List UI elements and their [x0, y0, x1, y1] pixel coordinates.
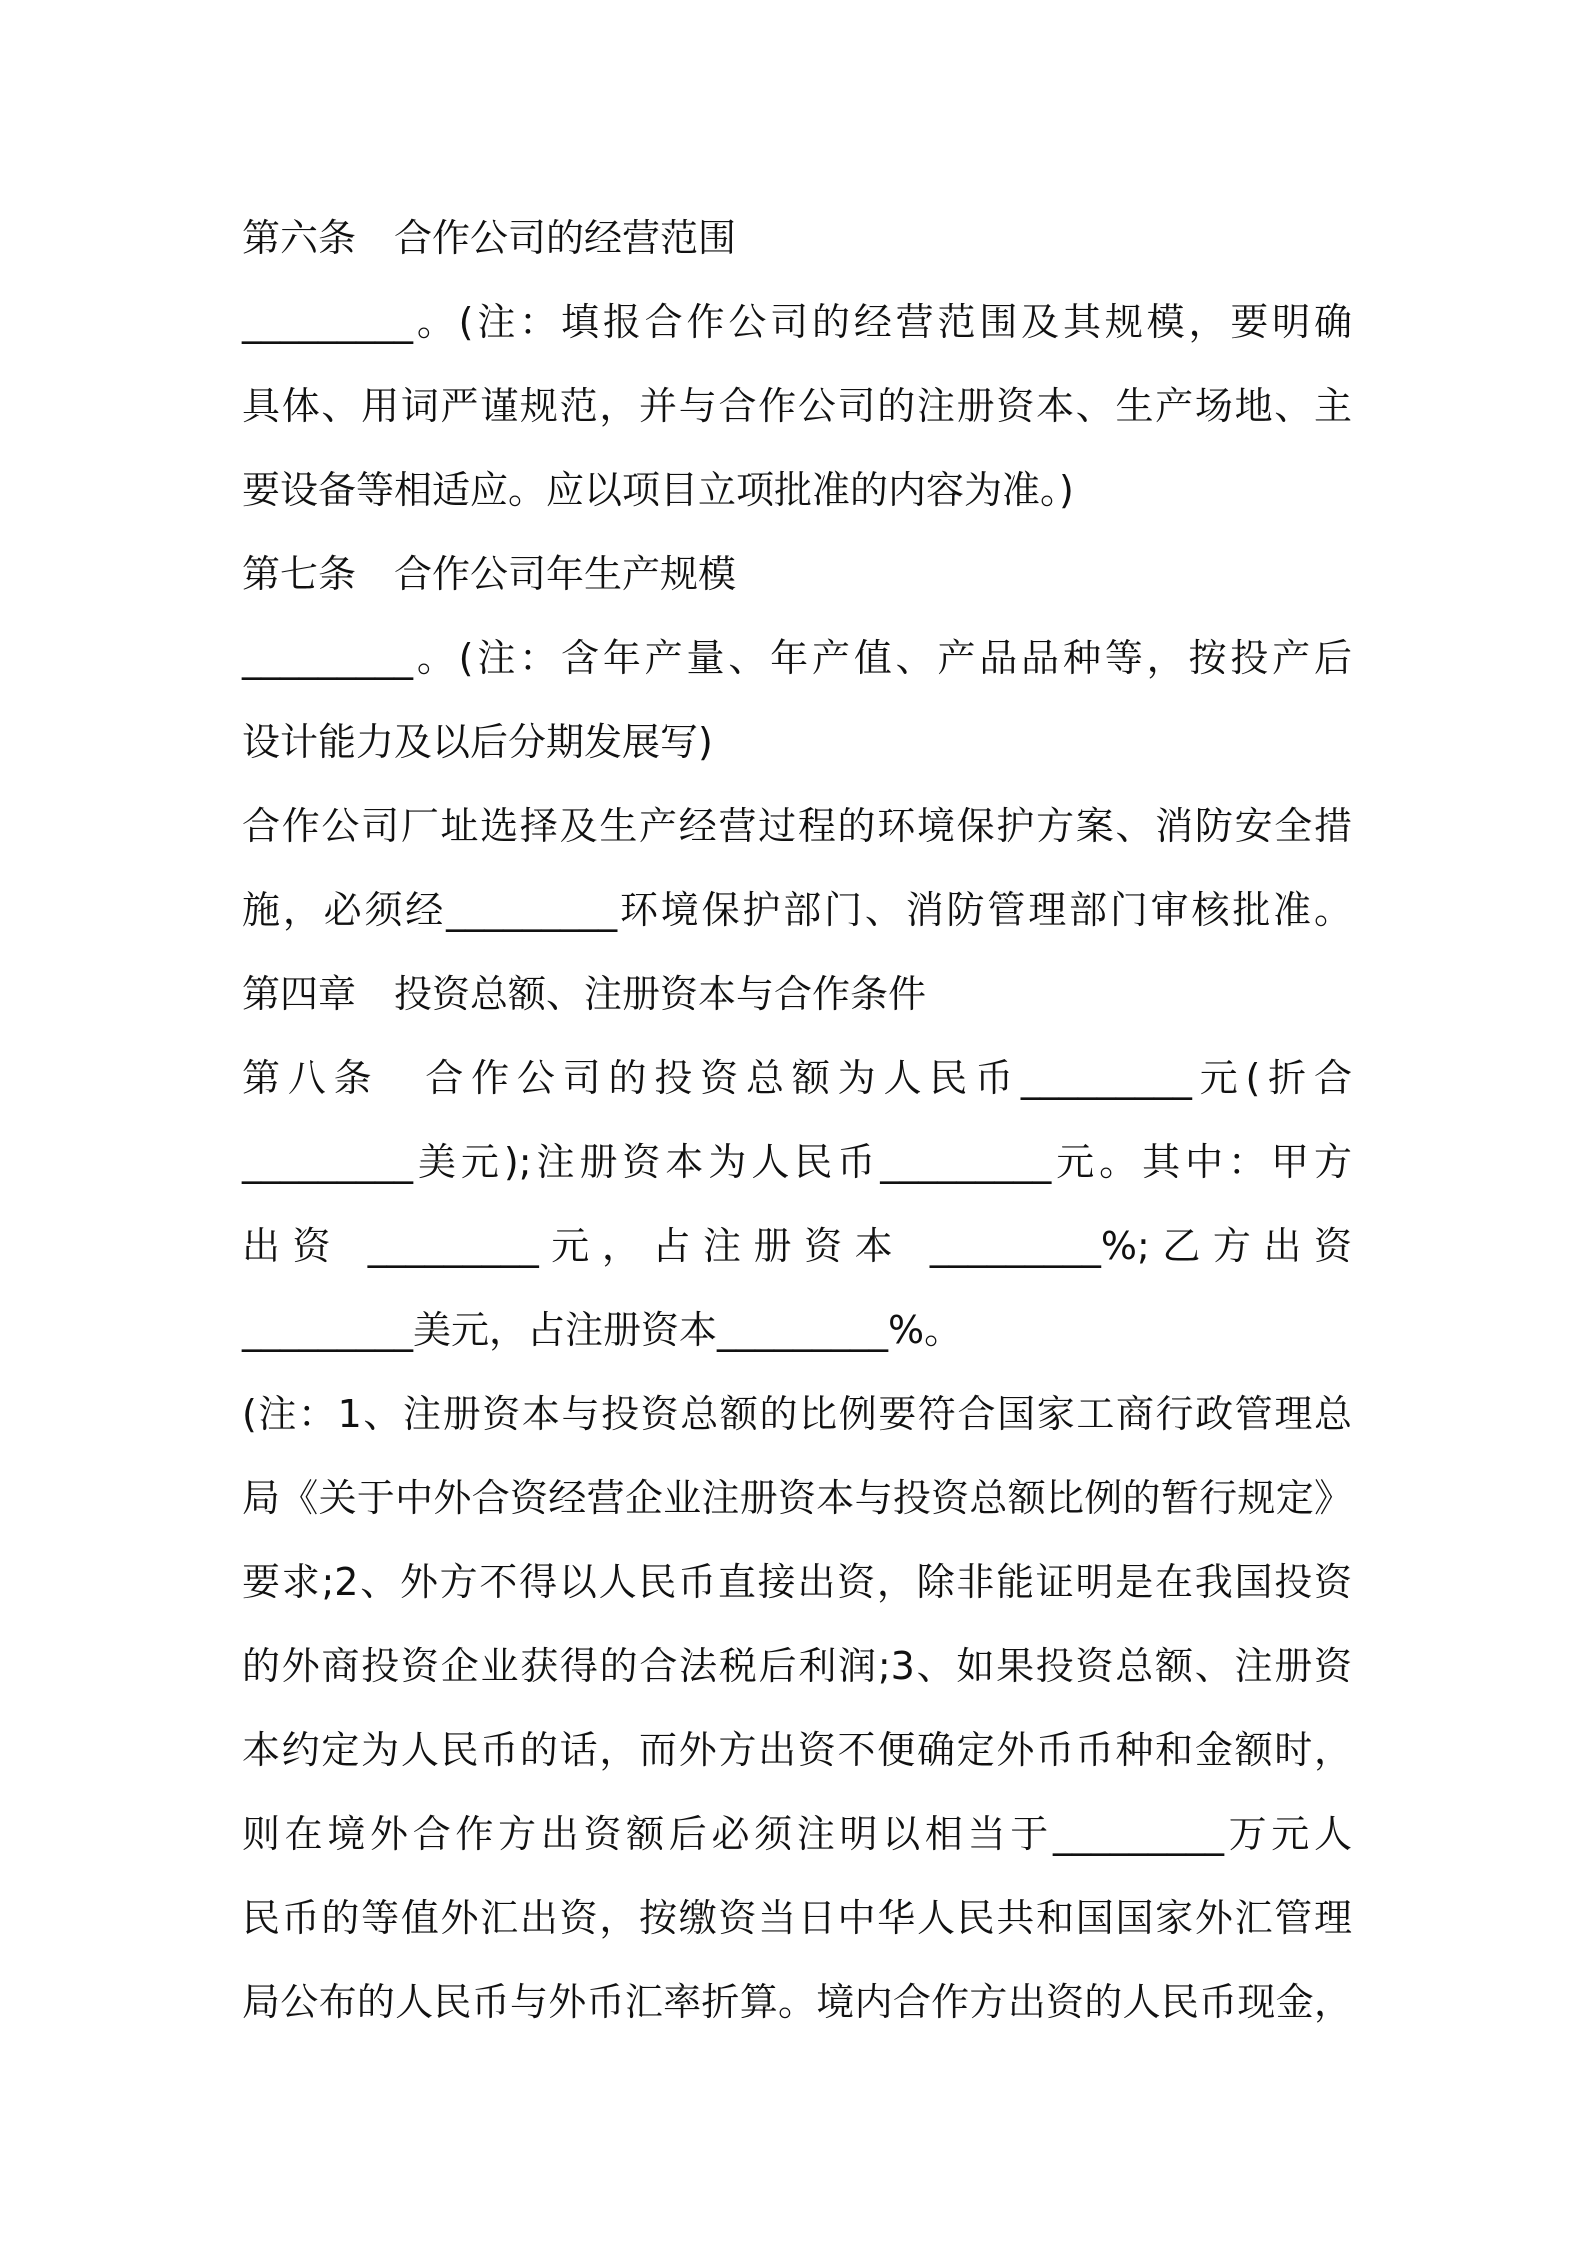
environment-clause-line: 合作公司厂址选择及生产经营过程的环境保护方案、消防安全措: [242, 804, 1352, 848]
article-8-text-line: _________美元);注册资本为人民币_________元。其中：甲方: [242, 1140, 1352, 1184]
article-8-note-line: 要求;2、外方不得以人民币直接出资，除非能证明是在我国投资: [242, 1560, 1352, 1604]
article-7-text-line: _________。(注：含年产量、年产值、产品品种等，按投产后: [242, 636, 1352, 680]
article-8-note-line: (注：1、注册资本与投资总额的比例要符合国家工商行政管理总: [242, 1392, 1352, 1436]
article-8-note-line: 本约定为人民币的话，而外方出资不便确定外币币种和金额时，: [242, 1728, 1352, 1772]
article-7-heading: 第七条 合作公司年生产规模: [242, 552, 737, 596]
article-8-note-line: 局《关于中外合资经营企业注册资本与投资总额比例的暂行规定》: [242, 1476, 1352, 1520]
document-body: [242, 196, 1352, 2044]
article-6-text-line: 要设备等相适应。应以项目立项批准的内容为准。): [242, 468, 1074, 512]
article-6-text-line: _________。(注：填报合作公司的经营范围及其规模，要明确: [242, 300, 1352, 344]
chapter-4-heading: 第四章 投资总额、注册资本与合作条件: [242, 972, 927, 1016]
article-8-note-line: 的外商投资企业获得的合法税后利润;3、如果投资总额、注册资: [242, 1644, 1352, 1688]
article-8-text-line: _________美元，占注册资本_________%。: [242, 1308, 963, 1352]
environment-clause-line: 施，必须经_________环境保护部门、消防管理部门审核批准。: [242, 888, 1352, 932]
article-6-heading: 第六条 合作公司的经营范围: [242, 216, 737, 260]
article-7-text-line: 设计能力及以后分期发展写): [242, 720, 713, 764]
article-8-note-line: 民币的等值外汇出资，按缴资当日中华人民共和国国家外汇管理: [242, 1896, 1352, 1940]
article-8-note-line: 则在境外合作方出资额后必须注明以相当于_________万元人: [242, 1812, 1352, 1856]
article-8-text-line: 第八条 合作公司的投资总额为人民币_________元(折合: [242, 1056, 1352, 1100]
article-8-text-line: 出资 _________元，占注册资本 _________%;乙方出资: [242, 1224, 1352, 1268]
article-6-text-line: 具体、用词严谨规范，并与合作公司的注册资本、生产场地、主: [242, 384, 1352, 428]
article-8-note-line: 局公布的人民币与外币汇率折算。境内合作方出资的人民币现金，: [242, 1980, 1352, 2024]
